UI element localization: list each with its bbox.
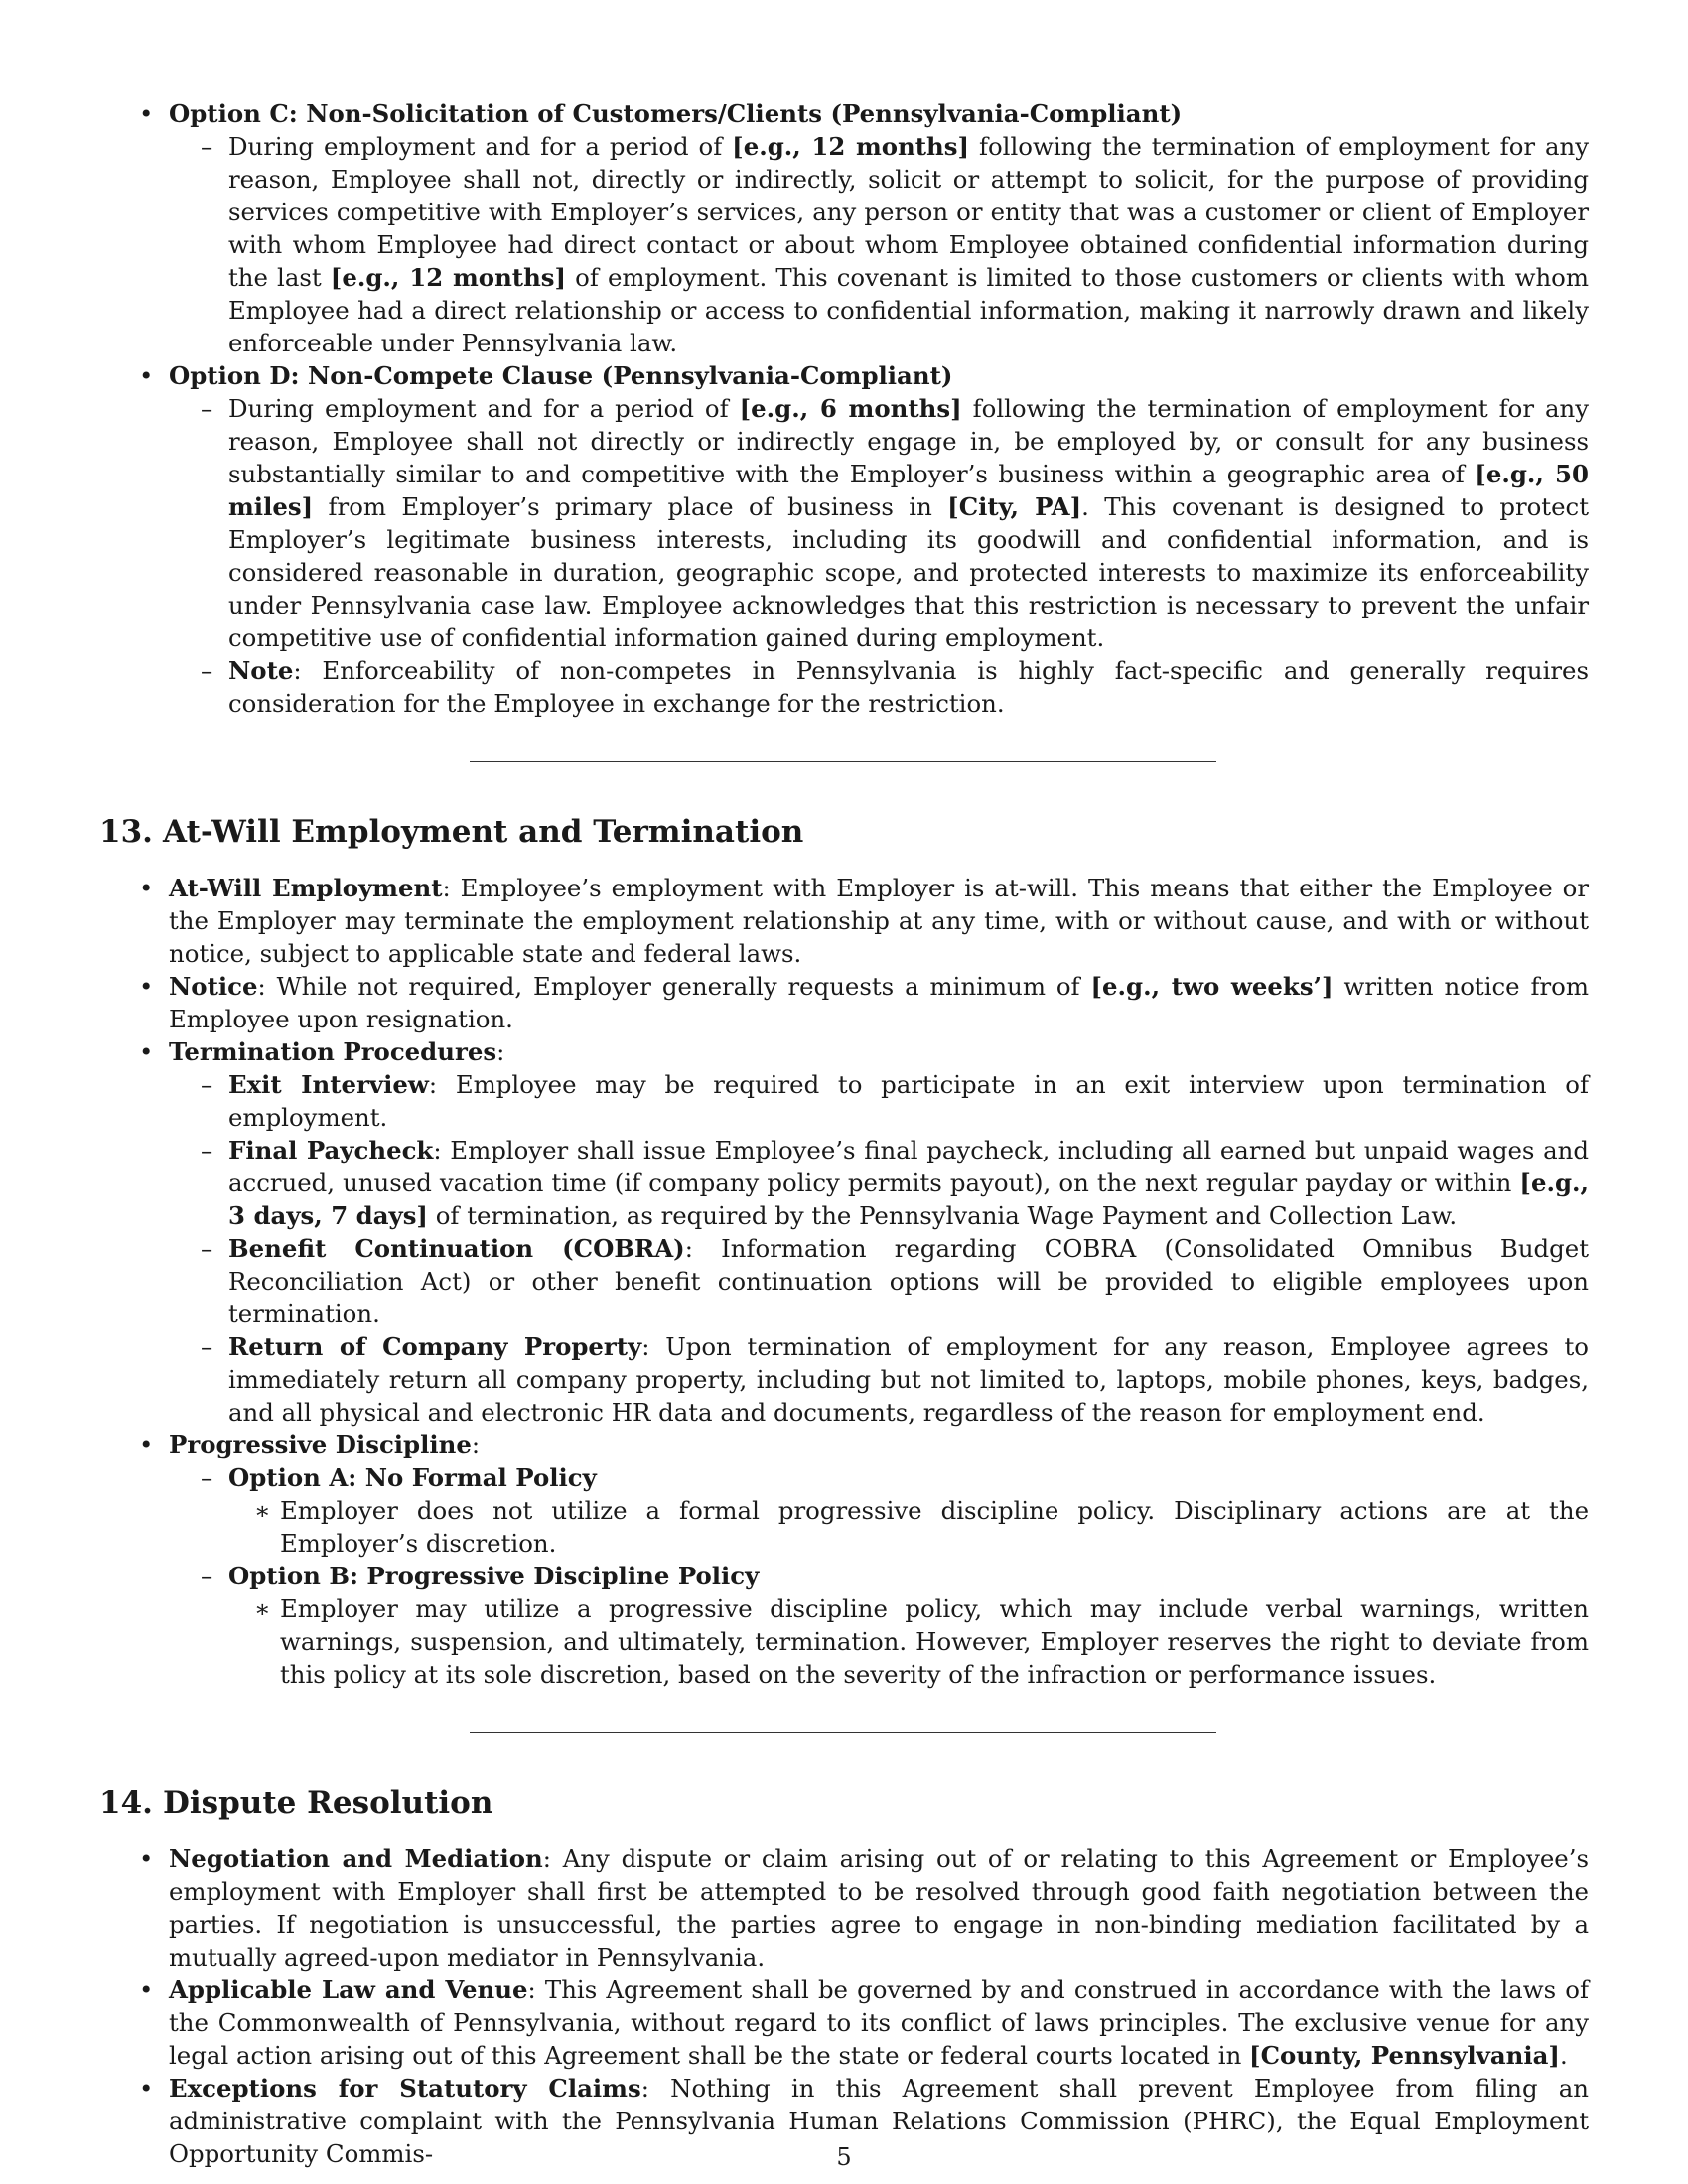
section-divider (470, 1732, 1216, 1733)
section-14-heading: 14. Dispute Resolution (99, 1785, 493, 1821)
option-c-item (99, 97, 1589, 359)
discipline-option-a: – Option A: No Formal Policy ∗ Employer does not utilize a formal progressive discipline policy. Disciplinary actions are at the Employer’s discretion. (169, 1461, 1589, 1560)
negotiation-item: • Negotiation and Mediation: Any dispute or claim arising out of or relating to this Agreement or Employee’s employment with Employer shall first be attempted to be resolved through good faith negotiation between the parties. If negotiation is unsuccessful, the parties agree to engage in non-binding mediation facilitated by a mutually agreed-upon mediator in Pennsylvania. (99, 1843, 1589, 1974)
section-14-list (99, 1843, 1589, 2170)
page-number: 5 (836, 2143, 852, 2171)
option-d-note: – Note: Enforceability of non-competes in Pennsylvania is highly fact-specific and generally requires consideration for the Employee in exchange for the restriction. (169, 654, 1589, 720)
option-c-text: – During employment and for a period of [e.g., 12 months] following the termination of employment for any reason, Employee shall not, directly or indirectly, solicit or attempt to solicit, for the purpose of providing services competitive with Employer’s services, any person or entity that was a customer or client of Employer with whom Employee had direct contact or about whom Employee obtained confidential information during the last [e.g., 12 months] of employment. This covenant is limited to those customers or clients with whom Employee had a direct relationship or access to confidential information, making it narrowly drawn and likely enforceable under Pennsylvania law. (169, 130, 1589, 359)
cobra-item: – Benefit Continuation (COBRA): Information regarding COBRA (Consolidated Omnibus Budget Reconciliation Act) or other benefit continuation options will be provided to eligible employees upon termination. (169, 1232, 1589, 1330)
option-a-sublist (228, 1494, 1589, 1560)
option-d-text: – During employment and for a period of [e.g., 6 months] following the termination of employment for any reason, Employee shall not directly or indirectly engage in, be employed by, or consult for any business substantially similar to and competitive with the Employer’s business within a geographic area of [e.g., 50 miles] from Employer’s primary place of business in [City, PA]. This covenant is designed to protect Employer’s legitimate business interests, including its goodwill and confidential information, and is considered reasonable in duration, geographic scope, and protected interests to maximize its enforceability under Pennsylvania case law. Employee acknowledges that this restriction is necessary to prevent the unfair competitive use of confidential information gained during employment. (169, 392, 1589, 654)
statutory-exceptions-item: • Exceptions for Statutory Claims: Nothing in this Agreement shall prevent Employee from filing an administrative complaint with the Pennsylvania Human Relations Commission (PHRC), the Equal Employment Opportunity Commis- (99, 2072, 1589, 2170)
option-d-item (99, 359, 1589, 720)
section-divider (470, 761, 1216, 762)
section-13-heading: 13. At-Will Employment and Termination (99, 814, 804, 850)
discipline-sublist (169, 1461, 1589, 1691)
applicable-law-item: • Applicable Law and Venue: This Agreement shall be governed by and construed in accordance with the laws of the Commonwealth of Pennsylvania, without regard to its conflict of laws principles. The exclusive venue for any legal action arising out of this Agreement shall be the state or federal courts located in [County, Pennsylvania]. (99, 1974, 1589, 2072)
company-property-item: – Return of Company Property: Upon termination of employment for any reason, Employee agrees to immediately return all company property, including but not limited to, laptops, mobile phones, keys, badges, and all physical and electronic HR data and documents, regardless of the reason for employment end. (169, 1330, 1589, 1429)
discipline-option-b: – Option B: Progressive Discipline Policy ∗ Employer may utilize a progressive discipline policy, which may include verbal warnings, written warnings, suspension, and ultimately, termination. However, Employer reserves the right to deviate from this policy at its sole discretion, based on the severity of the infraction or performance issues. (169, 1560, 1589, 1691)
option-list (99, 97, 1589, 720)
progressive-discipline-item: • Progressive Discipline: – Option A: No Formal Policy ∗ Employer does not utilize a formal progressive discipline policy. Disciplinary actions are at the Employer’s discretion. – Option B: Progressive Discipline Policy ∗ Employer may utilize a progressive discipline policy, which may include verbal warnings, written warnings, suspension, and ultimately, termination. However, Employer reserves the right to deviate from this policy at its sole discretion, based on the severity of the infraction or performance issues. (99, 1429, 1589, 1691)
final-paycheck-item: – Final Paycheck: Employer shall issue Employee’s final paycheck, including all earned but unpaid wages and accrued, unused vacation time (if company policy permits payout), on the next regular payday or within [e.g., 3 days, 7 days] of termination, as required by the Pennsylvania Wage Payment and Collection Law. (169, 1134, 1589, 1232)
document-page (99, 97, 1589, 2170)
exit-interview-item: – Exit Interview: Employee may be required to participate in an exit interview upon termination of employment. (169, 1068, 1589, 1134)
termination-procedures-item: • Termination Procedures: – Exit Interview: Employee may be required to participate in an exit interview upon termination of employment. – Final Paycheck: Employer shall issue Employee’s final paycheck, including all earned but unpaid wages and accrued, unused vacation time (if company policy permits payout), on the next regular payday or within [e.g., 3 days, 7 days] of termination, as required by the Pennsylvania Wage Payment and Collection Law. – Benefit Continuation (COBRA): Information regarding COBRA (Consolidated Omnibus Budget Reconciliation Act) or other benefit continuation options will be provided to eligible employees upon termination. – Return of Company Property: Upon termination of employment for any reason, Employee agrees to immediately return all company property, including but not limited to, laptops, mobile phones, keys, badges, and all physical and electronic HR data and documents, regardless of the reason for employment end. (99, 1035, 1589, 1429)
option-d-title: Option D: Non-Compete Clause (Pennsylvania-Compliant) (169, 361, 953, 390)
at-will-item: • At-Will Employment: Employee’s employment with Employer is at-will. This means that either the Employee or the Employer may terminate the employment relationship at any time, with or without cause, and with or without notice, subject to applicable state and federal laws. (99, 872, 1589, 970)
notice-item: • Notice: While not required, Employer generally requests a minimum of [e.g., two weeks’] written notice from Employee upon resignation. (99, 970, 1589, 1035)
option-b-text: ∗ Employer may utilize a progressive discipline policy, which may include verbal warnings, written warnings, suspension, and ultimately, termination. However, Employer reserves the right to deviate from this policy at its sole discretion, based on the severity of the infraction or performance issues. (228, 1592, 1589, 1691)
option-a-text: ∗ Employer does not utilize a formal progressive discipline policy. Disciplinary actions are at the Employer’s discretion. (228, 1494, 1589, 1560)
option-d-sublist (169, 392, 1589, 720)
option-c-title: Option C: Non-Solicitation of Customers/Clients (Pennsylvania-Compliant) (169, 99, 1183, 128)
option-b-sublist (228, 1592, 1589, 1691)
option-c-sublist (99, 130, 1589, 359)
termination-sublist (169, 1068, 1589, 1429)
section-13-list (99, 872, 1589, 1691)
